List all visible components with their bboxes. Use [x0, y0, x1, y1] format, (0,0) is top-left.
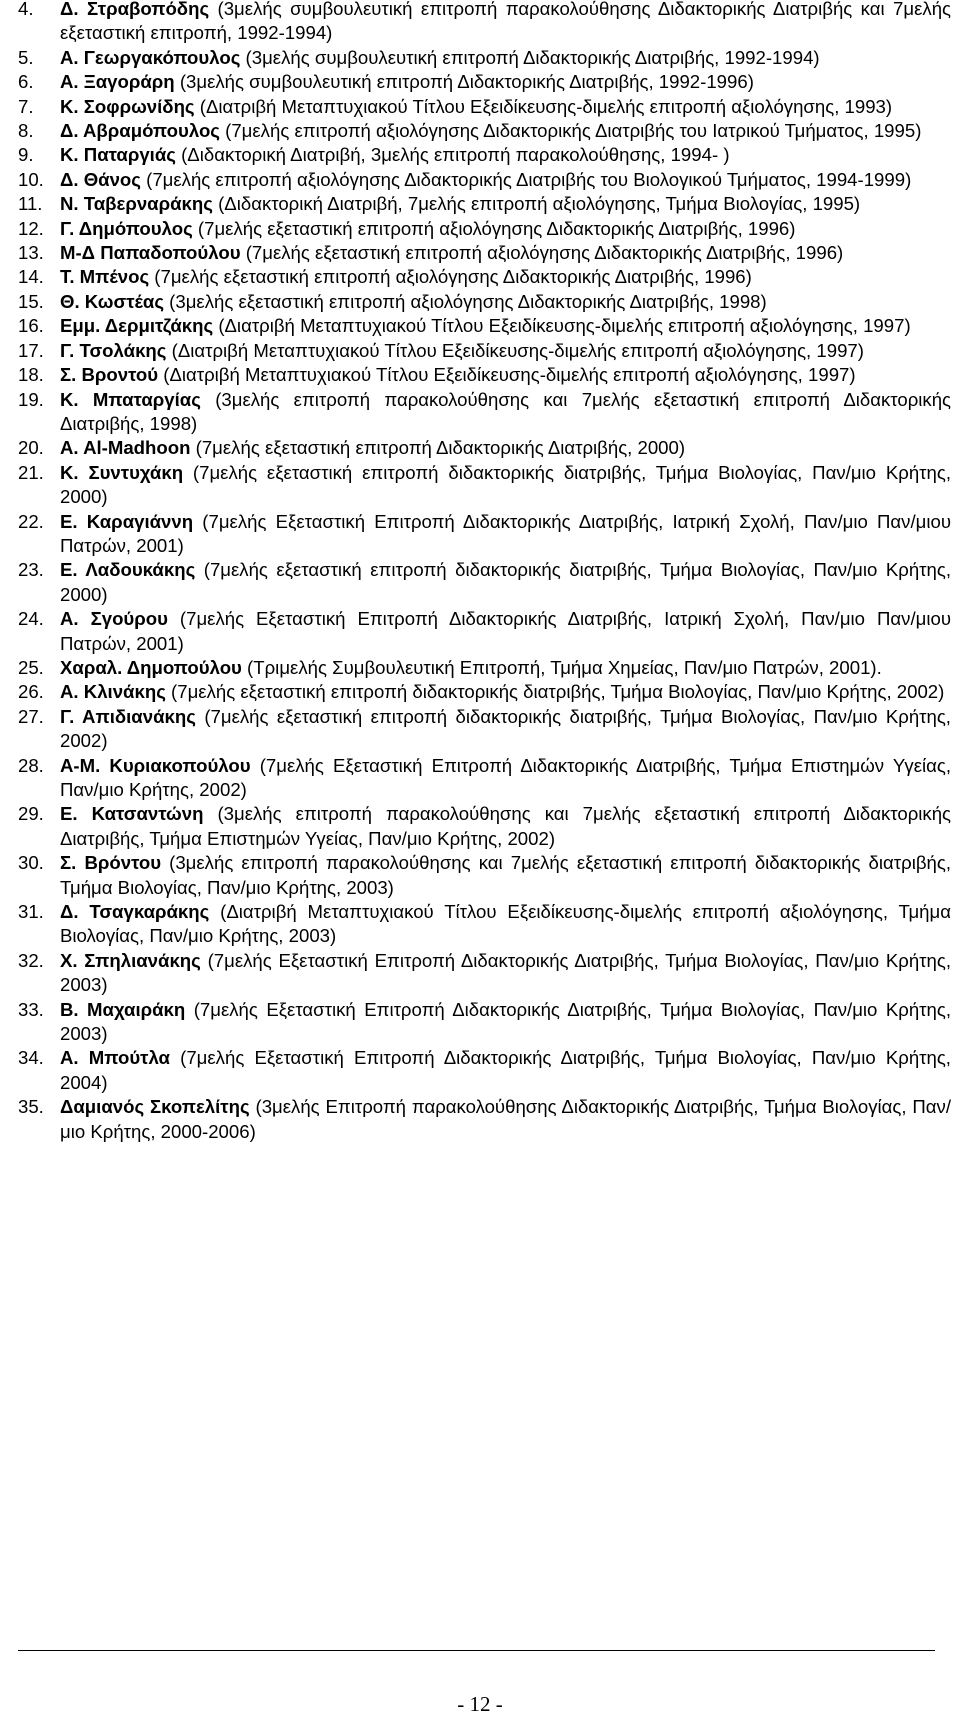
committee-description: (7μελής επιτροπή αξιολόγησης Διδακτορικής Διατριβής του Βιολογικού Τμήματος, 1994-1999): [140, 168, 912, 190]
list-item: [18, 143, 951, 167]
person-name: Κ. Παταργιάς: [60, 144, 176, 166]
list-item: [18, 339, 951, 363]
committee-description: (3μελής Επιτροπή παρακολούθησης Διδακτορικής Διατριβής, Τμήμα Βιολογίας, Παν/μιο Κρήτης, 2000-2006): [60, 1096, 951, 1142]
item-number: 35.: [18, 1096, 44, 1118]
person-name: Μ-Δ Παπαδοπούλου: [60, 242, 241, 264]
person-name: Δ. Αβραμόπουλος: [60, 120, 220, 142]
list-item: [18, 680, 951, 704]
item-number: 18.: [18, 364, 44, 386]
item-number: 25.: [18, 656, 44, 678]
committee-description: (7μελής εξεταστική επιτροπή διδακτορικής διατριβής, Τμήμα Βιολογίας, Παν/μιο Κρήτης, 2000): [60, 461, 951, 508]
list-item: [18, 754, 951, 803]
list-item: [18, 851, 951, 900]
committee-description: (7μελής εξεταστική επιτροπή διδακτορικής διατριβής, Τμήμα Βιολογίας, Παν/μιο Κρήτης, 2002): [60, 705, 951, 752]
item-number: 22.: [18, 510, 44, 532]
list-item: [18, 705, 951, 754]
person-name: Θ. Κωστέας: [60, 290, 165, 312]
list-item: [18, 900, 951, 949]
person-name: Σ. Βρόντου: [60, 852, 162, 874]
person-name: Γ. Δημόπουλος: [60, 217, 193, 239]
item-number: 21.: [18, 461, 44, 483]
committee-description: (7μελής Εξεταστική Επιτροπή Διδακτορικής Διατριβής, Τμήμα Βιολογίας, Παν/μιο Κρήτης, 2004): [60, 1047, 951, 1093]
person-name: Εμμ. Δερμιτζάκης: [60, 315, 214, 337]
committee-description: (7μελής Εξεταστική Επιτροπή Διδακτορικής Διατριβής, Ιατρική Σχολή, Παν/μιο Παν/μιου Πατρών, 2001): [60, 608, 951, 654]
page-number: - 12 -: [457, 1692, 503, 1716]
list-item: [18, 95, 951, 119]
person-name: A. Al-Madhoon: [60, 437, 191, 459]
item-number: 14.: [18, 266, 44, 288]
list-item: [18, 119, 951, 143]
item-number: 34.: [18, 1047, 44, 1069]
committee-description: (3μελής συμβουλευτική επιτροπή παρακολούθησης Διδακτορικής Διατριβής και 7μελής εξεταστική επιτροπή, 1992-1994): [60, 0, 951, 44]
committee-description: (3μελής επιτροπή παρακολούθησης και 7μελής εξεταστική επιτροπή διδακτορικής διατριβής, Τμήμα Βιολογίας, Παν/μιο Κρήτης, 2003): [60, 852, 951, 898]
committee-description: (Διατριβή Μεταπτυχιακού Τίτλου Εξειδίκευσης-διμελής επιτροπή αξιολόγησης, Τμήμα Βιολογίας, Παν/μιο Κρήτης, 2003): [60, 901, 951, 947]
item-number: 8.: [18, 120, 34, 142]
person-name: Γ. Τσολάκης: [60, 339, 167, 361]
list-item: [18, 314, 951, 338]
item-number: 19.: [18, 388, 44, 410]
committee-description: (7μελής Εξεταστική Επιτροπή Διδακτορικής Διατριβής, Τμήμα Βιολογίας, Παν/μιο Κρήτης, 2003): [60, 949, 951, 996]
list-item: [18, 802, 951, 851]
person-name: Δ. Θάνος: [60, 168, 141, 190]
list-item: [18, 388, 951, 437]
item-number: 4.: [18, 0, 34, 19]
person-name: Α-Μ. Κυριακοπούλου: [60, 754, 251, 776]
person-name: Χαραλ. Δημοπούλου: [60, 656, 242, 678]
list-item: [18, 363, 951, 387]
person-name: Τ. Μπένος: [60, 266, 150, 288]
committee-description: (7μελής εξεταστική επιτροπή αξιολόγησης Διδακτορικής Διατριβής, 1996): [149, 266, 752, 288]
item-number: 28.: [18, 754, 44, 776]
committee-description: (3μελής συμβουλευτική επιτροπή Διδακτορικής Διατριβής, 1992-1994): [240, 46, 820, 68]
list-item: [18, 192, 951, 216]
item-number: 12.: [18, 217, 44, 239]
person-name: Α. Ξαγοράρη: [60, 71, 175, 93]
committee-list: [18, 0, 951, 1144]
person-name: Ν. Ταβερναράκης: [60, 193, 213, 215]
committee-description: (7μελής εξεταστική επιτροπή διδακτορικής διατριβής, Τμήμα Βιολογίας, Παν/μιο Κρήτης, 2002): [165, 681, 945, 703]
item-number: 27.: [18, 705, 44, 727]
committee-description: (Διατριβή Μεταπτυχιακού Τίτλου Εξειδίκευσης-διμελής επιτροπή αξιολόγησης, 1997): [213, 315, 911, 337]
item-number: 29.: [18, 803, 44, 825]
committee-description: (3μελής επιτροπή παρακολούθησης και 7μελής εξεταστική επιτροπή Διδακτορικής Διατριβής, Τμήμα Επιστημών Υγείας, Παν/μιο Κρήτης, 2002): [60, 803, 951, 849]
person-name: Κ. Συντυχάκη: [60, 461, 184, 483]
item-number: 13.: [18, 242, 44, 264]
list-item: [18, 241, 951, 265]
committee-description: (Τριμελής Συμβουλευτική Επιτροπή, Τμήμα Χημείας, Παν/μιο Πατρών, 2001).: [241, 656, 882, 678]
person-name: Σ. Βροντού: [60, 364, 159, 386]
person-name: Γ. Απιδιανάκης: [60, 705, 196, 727]
committee-description: (7μελής Εξεταστική Επιτροπή Διδακτορικής Διατριβής, Τμήμα Επιστημών Υγείας, Παν/μιο Κρήτης, 2002): [60, 754, 951, 800]
item-number: 17.: [18, 339, 44, 361]
person-name: Κ. Σοφρωνίδης: [60, 95, 195, 117]
list-item: [18, 436, 951, 460]
list-item: [18, 46, 951, 70]
item-number: 23.: [18, 559, 44, 581]
committee-description: (7μελής Εξεταστική Επιτροπή Διδακτορικής Διατριβής, Τμήμα Βιολογίας, Παν/μιο Κρήτης, 2003): [60, 998, 951, 1045]
person-name: Α. Γεωργακόπουλος: [60, 46, 241, 68]
item-number: 7.: [18, 95, 34, 117]
committee-description: (Διδακτορική Διατριβή, 3μελής επιτροπή παρακολούθησης, 1994- ): [175, 144, 730, 166]
committee-description: (7μελής εξεταστική επιτροπή αξιολόγησης Διδακτορικής Διατριβής, 1996): [240, 242, 844, 264]
item-number: 10.: [18, 168, 44, 190]
committee-description: (7μελής Εξεταστική Επιτροπή Διδακτορικής Διατριβής, Ιατρική Σχολή, Παν/μιο Παν/μιου Πατρών, 2001): [60, 510, 951, 556]
item-number: 30.: [18, 852, 44, 874]
committee-description: (Διατριβή Μεταπτυχιακού Τίτλου Εξειδίκευσης-διμελής επιτροπή αξιολόγησης, 1997): [158, 364, 856, 386]
list-item: [18, 0, 951, 46]
item-number: 11.: [18, 193, 43, 215]
list-item: [18, 290, 951, 314]
committee-description: (Διατριβή Μεταπτυχιακού Τίτλου Εξειδίκευσης-διμελής επιτροπή αξιολόγησης, 1997): [166, 339, 864, 361]
list-item: [18, 607, 951, 656]
person-name: Β. Μαχαιράκη: [60, 998, 186, 1020]
committee-description: (7μελής εξεταστική επιτροπή Διδακτορικής Διατριβής, 2000): [190, 437, 686, 459]
person-name: Ε. Κατσαντώνη: [60, 803, 204, 825]
committee-description: (7μελής εξεταστική επιτροπή διδακτορικής διατριβής, Τμήμα Βιολογίας, Παν/μιο Κρήτης, 2000): [60, 559, 951, 605]
person-name: Δ. Τσαγκαράκης: [60, 901, 210, 923]
committee-description: (Διδακτορική Διατριβή, 7μελής επιτροπή αξιολόγησης, Τμήμα Βιολογίας, 1995): [212, 193, 861, 215]
person-name: Α. Μπούτλα: [60, 1047, 170, 1069]
committee-description: (Διατριβή Μεταπτυχιακού Τίτλου Εξειδίκευσης-διμελής επιτροπή αξιολόγησης, 1993): [194, 95, 893, 117]
list-item: [18, 265, 951, 289]
person-name: Κ. Μπαταργίας: [60, 388, 201, 410]
person-name: Ε. Λαδουκάκης: [60, 559, 196, 581]
item-number: 15.: [18, 290, 44, 312]
item-number: 5.: [18, 46, 34, 68]
list-item: [18, 558, 951, 607]
list-item: [18, 168, 951, 192]
list-item: [18, 510, 951, 559]
person-name: Χ. Σπηλιανάκης: [60, 949, 201, 971]
item-number: 31.: [18, 901, 44, 923]
committee-description: (3μελής επιτροπή παρακολούθησης και 7μελής εξεταστική επιτροπή Διδακτορικής Διατριβής, 1998): [60, 388, 952, 434]
list-item: [18, 1046, 951, 1095]
person-name: Δ. Στραβοπόδης: [60, 0, 210, 19]
list-item: [18, 949, 951, 998]
item-number: 26.: [18, 681, 44, 703]
item-number: 6.: [18, 71, 34, 93]
list-item: [18, 1095, 951, 1144]
item-number: 16.: [18, 315, 44, 337]
list-item: [18, 656, 951, 680]
person-name: Δαμιανός Σκοπελίτης: [60, 1096, 250, 1118]
person-name: Α. Σγούρου: [60, 608, 168, 630]
item-number: 24.: [18, 608, 44, 630]
committee-description: (3μελής συμβουλευτική επιτροπή Διδακτορικής Διατριβής, 1992-1996): [174, 71, 754, 93]
item-number: 20.: [18, 437, 44, 459]
item-number: 33.: [18, 998, 44, 1020]
person-name: Ε. Καραγιάννη: [60, 510, 194, 532]
footer-rule: [18, 1650, 935, 1651]
list-item: [18, 998, 951, 1047]
committee-description: (7μελής επιτροπή αξιολόγησης Διδακτορικής Διατριβής του Ιατρικού Τμήματος, 1995): [219, 120, 922, 142]
item-number: 32.: [18, 949, 44, 971]
list-item: [18, 70, 951, 94]
committee-description: (3μελής εξεταστική επιτροπή αξιολόγησης Διδακτορικής Διατριβής, 1998): [164, 290, 767, 312]
item-number: 9.: [18, 144, 34, 166]
person-name: Α. Κλινάκης: [60, 681, 166, 703]
list-item: [18, 217, 951, 241]
committee-description: (7μελής εξεταστική επιτροπή αξιολόγησης Διδακτορικής Διατριβής, 1996): [192, 217, 796, 239]
list-item: [18, 461, 951, 510]
